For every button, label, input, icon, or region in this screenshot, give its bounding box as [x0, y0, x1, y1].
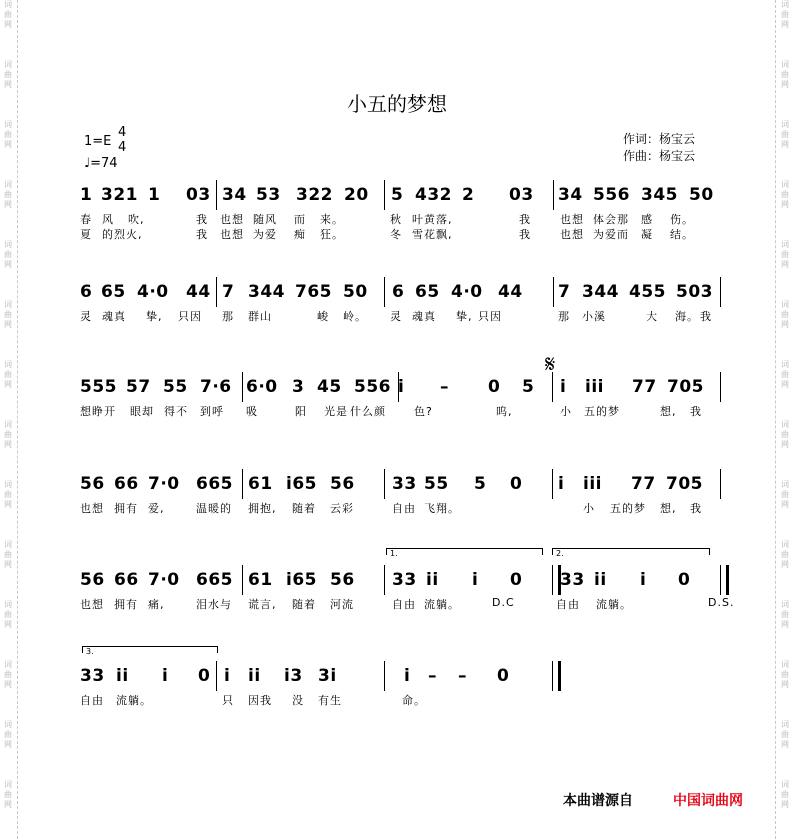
note: 322	[296, 185, 333, 205]
watermark-text: 词 曲 网	[4, 0, 12, 29]
note: 56	[330, 474, 355, 494]
barline	[384, 180, 385, 210]
note: 33	[560, 570, 585, 590]
note: 0	[198, 666, 211, 686]
volta-number: 3.	[86, 647, 94, 656]
note: 56	[330, 570, 355, 590]
volta-bracket	[386, 548, 543, 558]
lyric-word: D.C	[492, 596, 515, 609]
note: –	[458, 666, 467, 686]
note: 65	[415, 282, 440, 302]
lyric-word: 挚,	[456, 310, 473, 323]
lyric-word: 流躺。	[116, 694, 152, 707]
note: 4·0	[451, 282, 483, 302]
lyric-word: 灵	[80, 310, 92, 323]
watermark-text: 词 曲 网	[781, 60, 789, 89]
note: 66	[114, 570, 139, 590]
key-signature: 1=E	[84, 134, 112, 149]
quarter-note-icon: ♩	[84, 156, 91, 171]
note: iii	[583, 474, 602, 494]
barline	[384, 277, 385, 307]
lyric-word: 什么颜	[350, 405, 386, 418]
lyric-word: 那	[558, 310, 570, 323]
note: 344	[248, 282, 285, 302]
lyric-word: 河流	[330, 598, 354, 611]
watermark-text: 词 曲 网	[781, 420, 789, 449]
lyric-word: 只	[222, 694, 234, 707]
lyric-word: 爱,	[148, 502, 165, 515]
barline	[398, 372, 399, 402]
lyric-word: 为爱	[253, 228, 277, 241]
note: 34	[222, 185, 247, 205]
lyric-word: D.S.	[708, 596, 735, 609]
note: 0	[678, 570, 691, 590]
lyric-word: 拥抱,	[248, 502, 277, 515]
watermark-text: 词 曲 网	[4, 480, 12, 509]
lyric-word: 也想	[560, 213, 584, 226]
watermark-text: 词 曲 网	[781, 480, 789, 509]
note: 33	[392, 570, 417, 590]
note: 56	[80, 474, 105, 494]
barline	[384, 565, 385, 595]
lyric-word: 秋	[390, 213, 402, 226]
lyric-word: 自由	[392, 598, 416, 611]
note: i	[560, 377, 567, 397]
watermark-text: 词 曲 网	[4, 60, 12, 89]
lyric-word: 因我	[248, 694, 272, 707]
barline	[384, 469, 385, 499]
lyric-word: 色?	[414, 405, 433, 418]
watermark-text: 词 曲 网	[781, 300, 789, 329]
lyric-word: 狂。	[320, 228, 344, 241]
note: 55	[163, 377, 188, 397]
lyric-word: 眼却	[130, 405, 154, 418]
double-barline	[552, 565, 561, 595]
lyric-word: 随着	[292, 598, 316, 611]
note: 20	[344, 185, 369, 205]
note: 61	[248, 570, 273, 590]
note: 665	[196, 474, 233, 494]
lyric-word: 也想	[220, 213, 244, 226]
watermark-text: 词 曲 网	[781, 120, 789, 149]
lyric-word: 春	[80, 213, 92, 226]
note: 7·6	[200, 377, 232, 397]
watermark-text: 词 曲 网	[781, 660, 789, 689]
lyric-word: 冬	[390, 228, 402, 241]
lyric-word: 五的梦	[584, 405, 620, 418]
lyric-word: 云彩	[330, 502, 354, 515]
credits	[623, 131, 695, 165]
watermark-text: 词 曲 网	[781, 0, 789, 29]
double-barline	[552, 661, 561, 691]
lyric-word: 呜,	[496, 405, 513, 418]
lyric-word: 魂真	[102, 310, 126, 323]
lyric-word: 吹,	[128, 213, 145, 226]
watermark-text: 词 曲 网	[4, 720, 12, 749]
note: 665	[196, 570, 233, 590]
note: 344	[582, 282, 619, 302]
lyric-word: 也想	[80, 502, 104, 515]
barline	[384, 661, 385, 691]
lyric-word: 我	[690, 405, 702, 418]
lyric-word: 小	[583, 502, 595, 515]
note: i	[224, 666, 231, 686]
lyric-word: 吸	[246, 405, 258, 418]
note: ii	[594, 570, 607, 590]
watermark-text: 词 曲 网	[4, 660, 12, 689]
lyric-word: 有生	[318, 694, 342, 707]
watermark-text: 词 曲 网	[4, 360, 12, 389]
note: 66	[114, 474, 139, 494]
lyric-word: 痛,	[148, 598, 165, 611]
note: 556	[354, 377, 391, 397]
barline	[242, 469, 243, 499]
lyric-word: 结。	[670, 228, 694, 241]
note: 5	[522, 377, 535, 397]
lyric-word: 大	[646, 310, 658, 323]
lyric-word: 魂真	[412, 310, 436, 323]
lyric-word: 的烈火,	[102, 228, 143, 241]
note: ii	[116, 666, 129, 686]
barline	[553, 277, 554, 307]
lyric-word: 得不	[164, 405, 188, 418]
lyric-word: 也想	[560, 228, 584, 241]
tempo-value: =74	[90, 156, 118, 171]
lyric-word: 群山	[248, 310, 272, 323]
lyric-word: 小	[560, 405, 572, 418]
note: iii	[585, 377, 604, 397]
note: 6	[80, 282, 93, 302]
lyric-word: 只因	[478, 310, 502, 323]
lyric-word: 我	[196, 213, 208, 226]
lyric-word: 想,	[660, 502, 677, 515]
lyric-word: 光是	[324, 405, 348, 418]
note: 556	[593, 185, 630, 205]
lyric-word: 峻	[317, 310, 329, 323]
lyric-word: 我	[196, 228, 208, 241]
note: i	[640, 570, 647, 590]
note: 44	[498, 282, 523, 302]
watermark-text: 词 曲 网	[4, 240, 12, 269]
time-signature-bottom: 4	[118, 140, 127, 155]
note: 44	[186, 282, 211, 302]
segno-sign: 𝄋	[545, 350, 556, 378]
note: 7·0	[148, 570, 180, 590]
barline	[242, 565, 243, 595]
right-border-line	[775, 0, 776, 839]
volta-bracket	[82, 646, 218, 656]
note: 3i	[318, 666, 337, 686]
lyric-word: 为爱而	[593, 228, 629, 241]
lyric-word: 叶黄落,	[412, 213, 453, 226]
note: 7	[222, 282, 235, 302]
lyric-word: 雪花飘,	[412, 228, 453, 241]
note: 33	[80, 666, 105, 686]
lyric-word: 到呼	[200, 405, 224, 418]
note: 503	[676, 282, 713, 302]
note: 33	[392, 474, 417, 494]
lyric-word: 痴	[294, 228, 306, 241]
right-watermark-strip	[779, 0, 793, 839]
note: i65	[286, 570, 317, 590]
barline	[720, 372, 721, 402]
lyric-word: 来。	[320, 213, 344, 226]
note: i	[558, 474, 565, 494]
lyric-word: 自由	[80, 694, 104, 707]
time-signature-top: 4	[118, 125, 127, 140]
note: ii	[426, 570, 439, 590]
note: i65	[286, 474, 317, 494]
lyric-word: 随着	[292, 502, 316, 515]
lyric-word: 那	[222, 310, 234, 323]
note: 6·0	[246, 377, 278, 397]
watermark-text: 词 曲 网	[4, 420, 12, 449]
lyric-word: 小溪	[582, 310, 606, 323]
song-title: 小五的梦想	[347, 92, 447, 116]
lyric-word: 命。	[402, 694, 426, 707]
lyric-word: 飞翔。	[424, 502, 460, 515]
watermark-text: 词 曲 网	[781, 360, 789, 389]
note: 5	[391, 185, 404, 205]
note: 0	[488, 377, 501, 397]
time-signature	[118, 125, 126, 155]
note: 2	[462, 185, 475, 205]
lyric-word: 我	[519, 213, 531, 226]
lyric-word: 我	[690, 502, 702, 515]
note: 0	[510, 570, 523, 590]
watermark-text: 词 曲 网	[4, 180, 12, 209]
barline	[720, 277, 721, 307]
note: 34	[558, 185, 583, 205]
watermark-text: 词 曲 网	[781, 720, 789, 749]
lyric-word: 想睁开	[80, 405, 116, 418]
barline	[553, 180, 554, 210]
lyric-word: 随风	[253, 213, 277, 226]
tempo-marking	[84, 156, 118, 171]
lyric-word: 流躺。	[424, 598, 460, 611]
note: 0	[497, 666, 510, 686]
lyric-word: 自由	[392, 502, 416, 515]
double-barline	[720, 565, 729, 595]
note: 56	[80, 570, 105, 590]
note: 321	[101, 185, 138, 205]
lyric-word: 没	[292, 694, 304, 707]
lyric-word: 岭。	[343, 310, 367, 323]
volta-bracket	[552, 548, 710, 558]
lyric-word: 我	[519, 228, 531, 241]
lyric-word: 温暖的	[196, 502, 232, 515]
note: 57	[126, 377, 151, 397]
note: i	[398, 377, 405, 397]
lyric-word: 谎言,	[248, 598, 277, 611]
barline	[216, 277, 217, 307]
watermark-text: 词 曲 网	[4, 780, 12, 809]
note: 53	[256, 185, 281, 205]
note: 55	[424, 474, 449, 494]
lyric-word: 也想	[220, 228, 244, 241]
watermark-text: 词 曲 网	[4, 300, 12, 329]
note: 345	[641, 185, 678, 205]
lyric-word: 自由	[556, 598, 580, 611]
barline	[216, 661, 217, 691]
watermark-text: 词 曲 网	[4, 600, 12, 629]
note: 555	[80, 377, 117, 397]
lyric-word: 风	[102, 213, 114, 226]
lyric-word: 感	[641, 213, 653, 226]
note: i3	[284, 666, 303, 686]
note: 765	[295, 282, 332, 302]
note: 432	[415, 185, 452, 205]
lyric-word: 阳	[295, 405, 307, 418]
lyric-word: 只因	[178, 310, 202, 323]
watermark-text: 词 曲 网	[781, 780, 789, 809]
lyric-word: 挚,	[146, 310, 163, 323]
note: 5	[474, 474, 487, 494]
watermark-text: 词 曲 网	[4, 120, 12, 149]
composer-credit: 作曲：杨宝云	[623, 149, 696, 163]
watermark-text: 词 曲 网	[781, 600, 789, 629]
note: 65	[101, 282, 126, 302]
note: –	[428, 666, 437, 686]
note: 4·0	[137, 282, 169, 302]
watermark-text: 词 曲 网	[781, 180, 789, 209]
volta-number: 1.	[390, 549, 398, 558]
note: –	[440, 377, 449, 397]
source-label: 本曲谱源自	[563, 793, 633, 809]
note: 50	[689, 185, 714, 205]
note: 7·0	[148, 474, 180, 494]
barline	[720, 469, 721, 499]
note: 03	[186, 185, 211, 205]
note: 61	[248, 474, 273, 494]
lyric-word: 流躺。	[596, 598, 632, 611]
note: 1	[80, 185, 93, 205]
lyric-word: 想,	[660, 405, 677, 418]
lyric-word: 灵	[390, 310, 402, 323]
watermark-text: 词 曲 网	[4, 540, 12, 569]
left-border-line	[17, 0, 18, 839]
note: 77	[632, 377, 657, 397]
lyric-word: 五的梦	[610, 502, 646, 515]
note: 6	[392, 282, 405, 302]
note: 0	[510, 474, 523, 494]
note: 77	[631, 474, 656, 494]
note: ii	[248, 666, 261, 686]
lyric-word: 体会那	[593, 213, 629, 226]
lyric-word: 泪水与	[196, 598, 232, 611]
note: 705	[667, 377, 704, 397]
note: 7	[558, 282, 571, 302]
left-watermark-strip	[2, 0, 16, 839]
lyric-word: 拥有	[114, 598, 138, 611]
watermark-text: 词 曲 网	[781, 240, 789, 269]
lyric-word: 而	[294, 213, 306, 226]
source-site: 中国词曲网	[673, 793, 743, 809]
note: 3	[292, 377, 305, 397]
note: 705	[666, 474, 703, 494]
lyricist-credit: 作词：杨宝云	[623, 132, 696, 146]
lyric-word: 海。	[675, 310, 699, 323]
note: 45	[317, 377, 342, 397]
watermark-text: 词 曲 网	[781, 540, 789, 569]
note: i	[404, 666, 411, 686]
lyric-word: 夏	[80, 228, 92, 241]
barline	[216, 180, 217, 210]
note: 1	[148, 185, 161, 205]
note: i	[472, 570, 479, 590]
lyric-word: 我	[700, 310, 712, 323]
note: i	[162, 666, 169, 686]
note: 03	[509, 185, 534, 205]
lyric-word: 拥有	[114, 502, 138, 515]
lyric-word: 伤。	[670, 213, 694, 226]
note: 455	[629, 282, 666, 302]
barline	[242, 372, 243, 402]
note: 50	[343, 282, 368, 302]
barline	[552, 469, 553, 499]
lyric-word: 凝	[641, 228, 653, 241]
volta-number: 2.	[556, 549, 564, 558]
lyric-word: 也想	[80, 598, 104, 611]
